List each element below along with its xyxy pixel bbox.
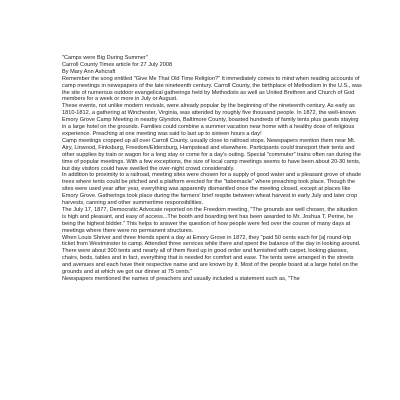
article-title: "Camps were Big During Summer": [62, 55, 148, 61]
paragraph: These events, not unlike modern revivals, were already popular by the beginning of the nineteenth century. As early as 1810-1812, a gathering at Winchester, Virginia, was attended by roughly five thousand people. In 1872, the well-known Emory Grove Camp Meeting in nearby Glyndon, Baltimore County, boasted hundreds of family tents plus guests staying in a large hotel on the grounds. Families could combine a summer vacation near home with a healthy dose of religious experience. Preaching at one meeting was said to last up to sixteen hours a day!: [62, 103, 359, 137]
paragraph: When Louis Shriver and three friends spent a day at Emory Grove in 1872, they "paid 50 cents each for [a] round-trip ticket from Westminster to camp. Attended three services while there and spent the balance of the day in looking around. There were about 300 tents and nearly all of them fixed up in good order and furnished with carpet, looking glasses, chairs, beds, tables and in fact, everything that is needed for comfort and ease. The tents were arranged in the streets and avenues and each have their respective name and are known by it. Most of the people board at a large hotel on the grounds and at which we got our dinner at 75 cents.": [62, 234, 361, 276]
paragraph: Remember the song entitled "Give Me That Old Time Religion?" It immediately comes to mind when reading accounts of camp meetings in newspapers of the late nineteenth century. Carroll County, the birthplace of Methodism in the U.S., was the site of numerous outdoor evangelical gatherings held by Methodists as well as United Brethren and Church of God members for a week or more in July or August.: [62, 75, 362, 103]
article-source: Carroll County Times article for 27 July 2008: [62, 61, 173, 68]
paragraph: Newspapers mentioned the names of preachers and usually included a statement such as, "The: [62, 276, 300, 282]
paragraph: In addition to proximity to a railroad, meeting sites were chosen for a supply of good water and a pleasant grove of shade trees where tents could be pitched and a platform erected for the "tabernacle" where preaching took place. Though the sites were used year after year, everything was apparently dismantled once the meeting closed, except at places like Emory Grove. Gatherings took place during the farmers' brief respite between wheat harvest in early July and later crop harvests, canning and other summertime responsibilities.: [62, 172, 362, 207]
article-body: [62, 55, 362, 283]
article-byline: By Mary Ann Ashcraft: [62, 68, 116, 75]
paragraph: Camp meetings cropped up all over Carroll County, usually close to railroad stops. Newspapers mention them near Mt. Airy, Linwood, Finksburg, Freedom/Eldersburg, Hampstead and elsewhere. Participants could transport their tents and other supplies by train or wagon for a long stay or come for a day's outing. Special "commuter" trains often ran during the time of popular meetings. With a few exceptions, the size of local camp meetings seems to have been about 20-30 tents, but day visitors could have swelled the over-night crowd considerably.: [62, 137, 361, 172]
paragraph: The July 17, 1877, Democratic Advocate reported on the Freedom meeting, "The grounds are well chosen, the situation is high and pleasant, and easy of access...The booth and boarding tent has been awarded to Mr. Joshua T. Perine, he being the highest bidder." This helps to answer the question of how people were fed over the course of many days at meetings where there were no permanent structures.: [62, 206, 358, 234]
